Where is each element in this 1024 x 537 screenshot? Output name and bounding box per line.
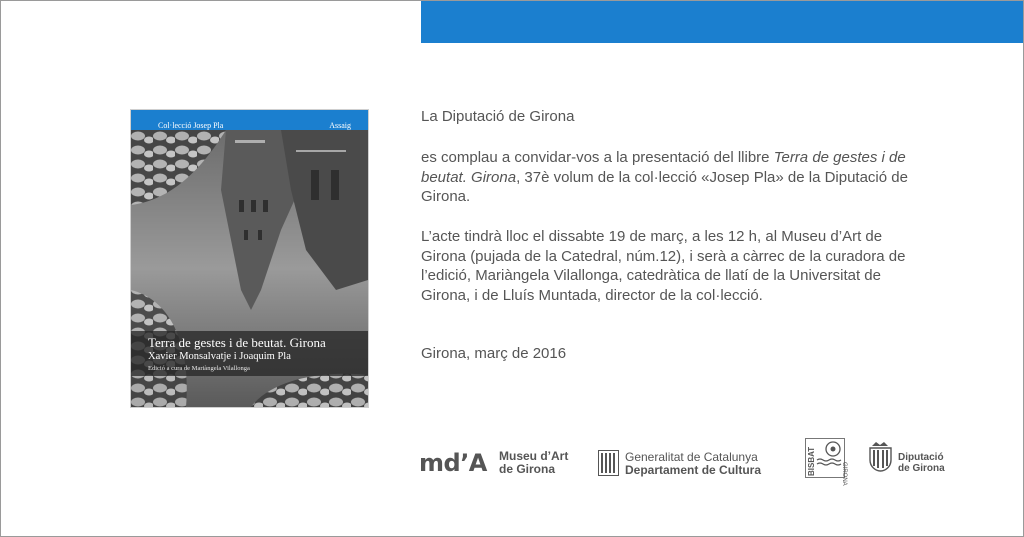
cover-authors: Xavier Monsalvatje i Joaquim Pla bbox=[148, 351, 291, 362]
bisbat-word: BISBAT bbox=[807, 446, 816, 476]
diputacio-line2: de Girona bbox=[898, 463, 945, 474]
diputacio-line1: Diputació bbox=[898, 452, 944, 463]
cover-series-band bbox=[131, 110, 368, 130]
place-date: Girona, març de 2016 bbox=[421, 345, 567, 362]
sender-line: La Diputació de Girona bbox=[421, 108, 575, 125]
generalitat-emblem-icon bbox=[598, 450, 619, 476]
invitation-paragraph bbox=[421, 148, 931, 207]
bisbat-girona-logo bbox=[805, 438, 847, 486]
book-cover bbox=[131, 110, 368, 407]
cover-series: Col·lecció Josep Pla bbox=[158, 121, 224, 130]
invitation-lead: es complau a convidar-vos a la presentació del llibre bbox=[421, 149, 774, 166]
bisbat-city: GIRONA bbox=[841, 462, 847, 486]
cover-genre: Assaig bbox=[329, 121, 351, 130]
museu-art-logo-mark: md’A bbox=[419, 449, 487, 477]
museu-art-line2: de Girona bbox=[499, 462, 556, 476]
generalitat-line2: Departament de Cultura bbox=[625, 463, 762, 477]
diputacio-shield-icon bbox=[866, 440, 895, 472]
cover-title-box bbox=[131, 331, 368, 376]
cover-editor: Edició a cura de Mariàngela Vilallonga bbox=[148, 365, 250, 372]
museu-art-logo-text bbox=[499, 450, 568, 476]
invitation-tail: , 37è volum de la col·lecció «Josep Pla» de la Diputació de Girona. bbox=[421, 168, 908, 205]
book-title: Terra de gestes i de beutat. Girona bbox=[421, 149, 906, 186]
museu-art-line1: Museu d’Art bbox=[499, 449, 569, 463]
generalitat-line1: Generalitat de Catalunya bbox=[625, 450, 758, 464]
cover-title: Terra de gestes i de beutat. Girona bbox=[148, 335, 326, 350]
top-accent-bar bbox=[421, 1, 1023, 43]
diputacio-logo-text bbox=[898, 452, 945, 474]
generalitat-logo-text bbox=[625, 451, 761, 477]
event-paragraph: L’acte tindrà lloc el dissabte 19 de març, a les 12 h, al Museu d’Art de Girona (pujada de la Catedral, núm.12), i serà a càrrec de la curadora de l’edició, Mariàngela Vilallonga, catedràtica de llatí de la Universitat de Girona, i de Lluís Muntada, director de la col·lecció. bbox=[421, 228, 906, 304]
